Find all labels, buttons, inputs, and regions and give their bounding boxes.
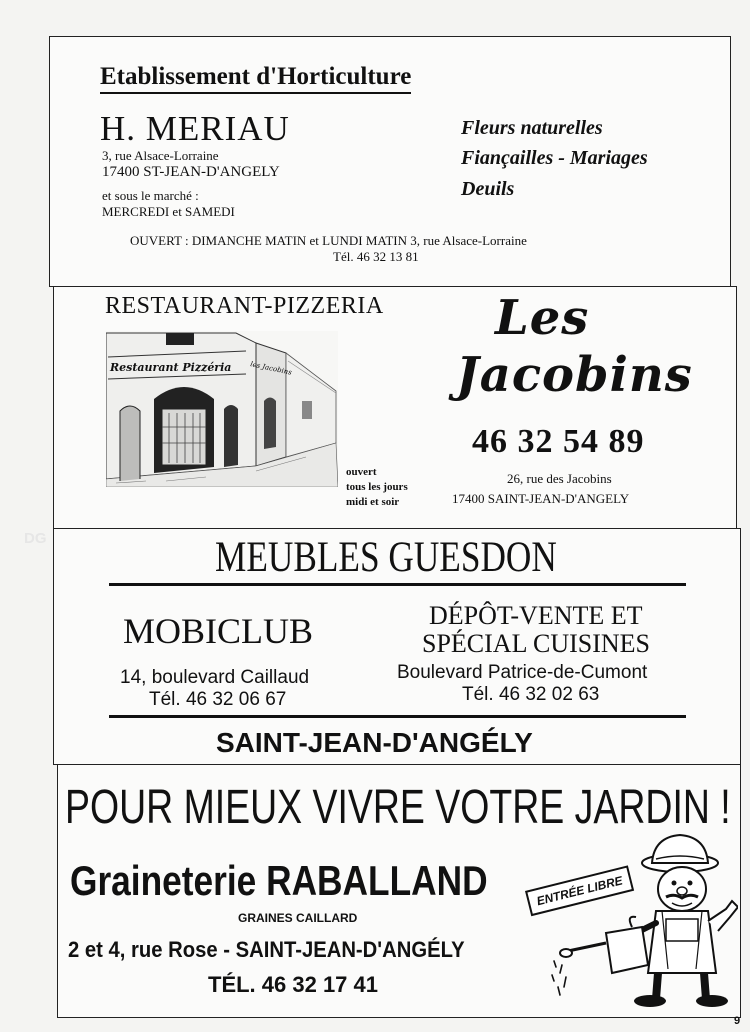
- horticulture-service-2: Fiançailles - Mariages: [461, 147, 648, 169]
- meubles-right-address: Boulevard Patrice-de-Cumont: [397, 662, 648, 683]
- meubles-title: MEUBLES GUESDON: [215, 534, 557, 581]
- gardener-illustration: [548, 831, 738, 1013]
- restaurant-name-line2: Jacobins: [456, 347, 693, 403]
- horticulture-heading: Etablissement d'Horticulture: [100, 63, 411, 94]
- graineterie-badge: ENTRÉE LIBRE: [525, 865, 634, 916]
- restaurant-open-3: midi et soir: [346, 496, 400, 508]
- ad-graineterie: [57, 764, 741, 1018]
- horticulture-address-1: 3, rue Alsace-Lorraine: [102, 148, 219, 163]
- graineterie-name-bold: RABALLAND: [266, 857, 488, 904]
- horticulture-service-3: Deuils: [461, 178, 515, 200]
- restaurant-open-1: ouvert: [346, 466, 377, 478]
- restaurant-name-line1: Les: [495, 290, 590, 346]
- restaurant-open-2: tous les jours: [346, 481, 408, 493]
- horticulture-name: H. MERIAU: [100, 109, 290, 148]
- ad-restaurant: [53, 286, 737, 529]
- meubles-rule-top: [109, 583, 686, 586]
- meubles-city: SAINT-JEAN-D'ANGÉLY: [216, 727, 533, 758]
- horticulture-service-1: Fleurs naturelles: [461, 117, 603, 139]
- meubles-right-tel: Tél. 46 32 02 63: [462, 684, 600, 705]
- meubles-right-line1: DÉPÔT-VENTE ET: [429, 601, 643, 630]
- horticulture-hours: OUVERT : DIMANCHE MATIN et LUNDI MATIN 3, rue Alsace-Lorraine: [130, 233, 527, 248]
- graineterie-name: [70, 857, 488, 905]
- sign-text-2: les Jacobins: [249, 360, 293, 377]
- sign-text-1: Restaurant Pizzéria: [110, 361, 232, 374]
- graineterie-address: 2 et 4, rue Rose - SAINT-JEAN-D'ANGÉLY: [68, 937, 465, 962]
- watermark-1: DG: [24, 530, 47, 547]
- horticulture-market-2: MERCREDI et SAMEDI: [102, 204, 235, 219]
- meubles-right-line2: SPÉCIAL CUISINES: [422, 629, 651, 658]
- restaurant-phone: 46 32 54 89: [472, 423, 645, 460]
- meubles-left-address: 14, boulevard Caillaud: [120, 667, 310, 688]
- graineterie-name-prefix: Graineterie: [70, 857, 257, 904]
- restaurant-address-1: 26, rue des Jacobins: [507, 471, 612, 486]
- graineterie-seeds: GRAINES CAILLARD: [238, 911, 358, 925]
- page-number: 9: [734, 1015, 741, 1027]
- horticulture-tel: Tél. 46 32 13 81: [333, 249, 419, 264]
- meubles-left-tel: Tél. 46 32 06 67: [149, 689, 287, 710]
- horticulture-address-2: 17400 ST-JEAN-D'ANGELY: [102, 164, 280, 180]
- ad-horticulture: [49, 36, 731, 287]
- restaurant-illustration: [106, 331, 338, 487]
- graineterie-tel: TÉL. 46 32 17 41: [208, 972, 378, 997]
- graineterie-slogan: POUR MIEUX VIVRE VOTRE JARDIN !: [65, 781, 731, 834]
- meubles-rule-bottom: [109, 715, 686, 718]
- meubles-left-brand: MOBICLUB: [123, 611, 314, 651]
- ad-meubles: [53, 528, 741, 765]
- restaurant-address-2: 17400 SAINT-JEAN-D'ANGELY: [452, 491, 630, 506]
- restaurant-type: RESTAURANT-PIZZERIA: [105, 293, 384, 319]
- horticulture-market-1: et sous le marché :: [102, 188, 199, 203]
